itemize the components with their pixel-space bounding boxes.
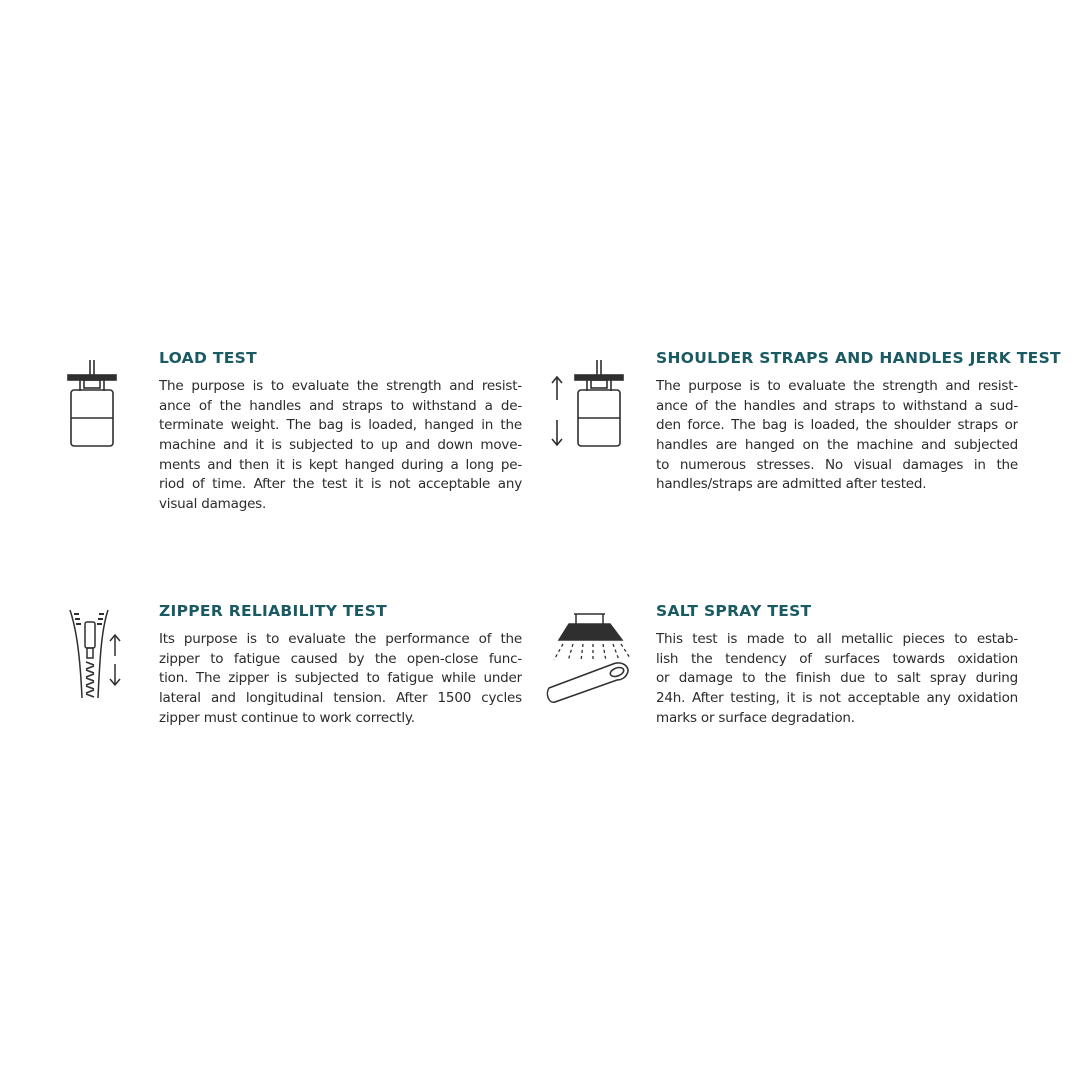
description-line: lateral and longitudinal tension. After 1500 cycles [159,690,522,707]
zipper-icon [66,608,126,702]
description-line: visual damages. [159,496,267,513]
description-line: ance of the handles and straps to withstand a sud- [656,397,1018,414]
salt-spray-test-description [656,630,1018,728]
description-line: lish the tendency of surfaces towards oxidation [656,650,1018,667]
zipper-test-description [159,630,522,728]
load-test-title: LOAD TEST [159,349,257,367]
description-line: This test is made to all metallic pieces to estab- [656,631,1018,647]
description-line: zipper to fatigue caused by the open-close func- [159,650,522,667]
description-line: handles/straps are admitted after tested. [656,476,927,493]
description-line: machine and it is subjected to up and down move- [159,437,522,454]
jerk-test-description [656,377,1018,495]
description-line: The purpose is to evaluate the strength and resist- [159,378,522,394]
description-line: handles are hanged on the machine and subjected [656,437,1018,454]
description-line: or damage to the finish due to salt spray during [656,670,1018,687]
description-line: terminate weight. The bag is loaded, hanged in the [159,417,522,434]
hanging-bag-icon [64,358,122,450]
description-line: ments and then it is kept hanged during a long pe- [159,456,522,473]
description-line: den force. The bag is loaded, the shoulder straps or [656,417,1018,434]
description-line: marks or surface degradation. [656,709,855,726]
description-line: tion. The zipper is subjected to fatigue while under [159,670,522,687]
salt-spray-icon [543,612,635,704]
description-line: ance of the handles and straps to withstand a de- [159,397,522,414]
description-line: riod of time. After the test it is not acceptable any [159,476,522,493]
salt-spray-test-title: SALT SPRAY TEST [656,602,812,620]
load-test-description [159,377,522,515]
description-line: The purpose is to evaluate the strength and resist- [656,378,1018,394]
description-line: to numerous stresses. No visual damages in the [656,456,1018,473]
jerk-bag-icon [545,358,629,450]
description-line: Its purpose is to evaluate the performance of the [159,631,522,647]
description-line: zipper must continue to work correctly. [159,709,415,726]
zipper-test-title: ZIPPER RELIABILITY TEST [159,602,388,620]
jerk-test-title: SHOULDER STRAPS AND HANDLES JERK TEST [656,349,1061,367]
description-line: 24h. After testing, it is not acceptable any oxidation [656,690,1018,707]
